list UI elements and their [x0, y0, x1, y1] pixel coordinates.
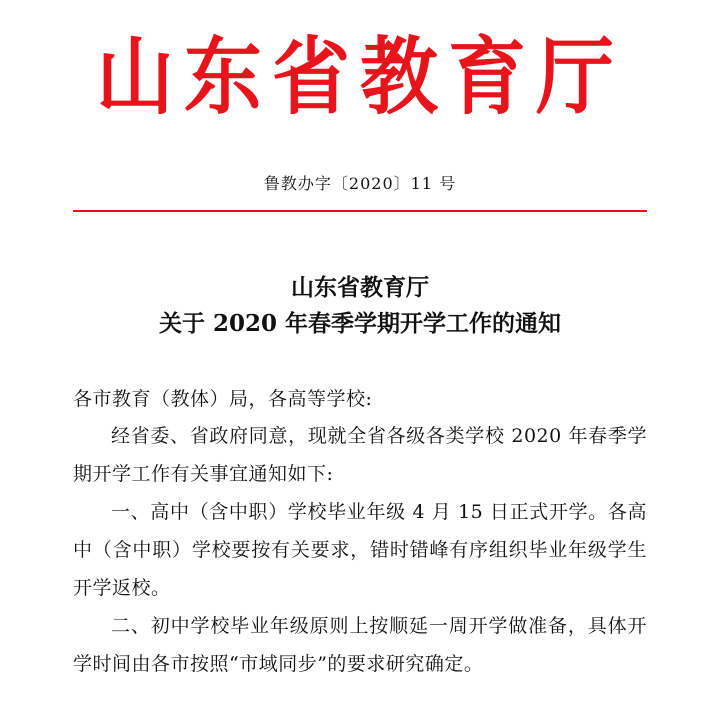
- body-paragraph-item-2: 二、初中学校毕业年级原则上按顺延一周开学做准备，具体开学时间由各市按照“市域同步”的要求研究确定。: [73, 615, 647, 675]
- document-number: 鲁教办字〔2020〕11 号: [263, 174, 457, 193]
- document-title-line-1: 山东省教育厅: [291, 274, 429, 301]
- body-paragraph-intro: 经省委、省政府同意，现就全省各级各类学校 2020 年春季学期开学工作有关事宜通知如下:: [73, 425, 647, 485]
- document-title-line-2: 关于 2020 年春季学期开学工作的通知: [158, 310, 562, 337]
- salutation: 各市教育（教体）局，各高等学校:: [73, 388, 373, 410]
- body-paragraph-item-1: 一、高中（含中职）学校毕业年级 4 月 15 日正式开学。各高中（含中职）学校要按有关要求，错时错峰有序组织毕业年级学生开学返校。: [73, 501, 647, 599]
- red-divider-line: [73, 210, 647, 212]
- body-paragraphs: [73, 417, 647, 683]
- issuer-masthead: 山东省教育厅: [95, 29, 624, 127]
